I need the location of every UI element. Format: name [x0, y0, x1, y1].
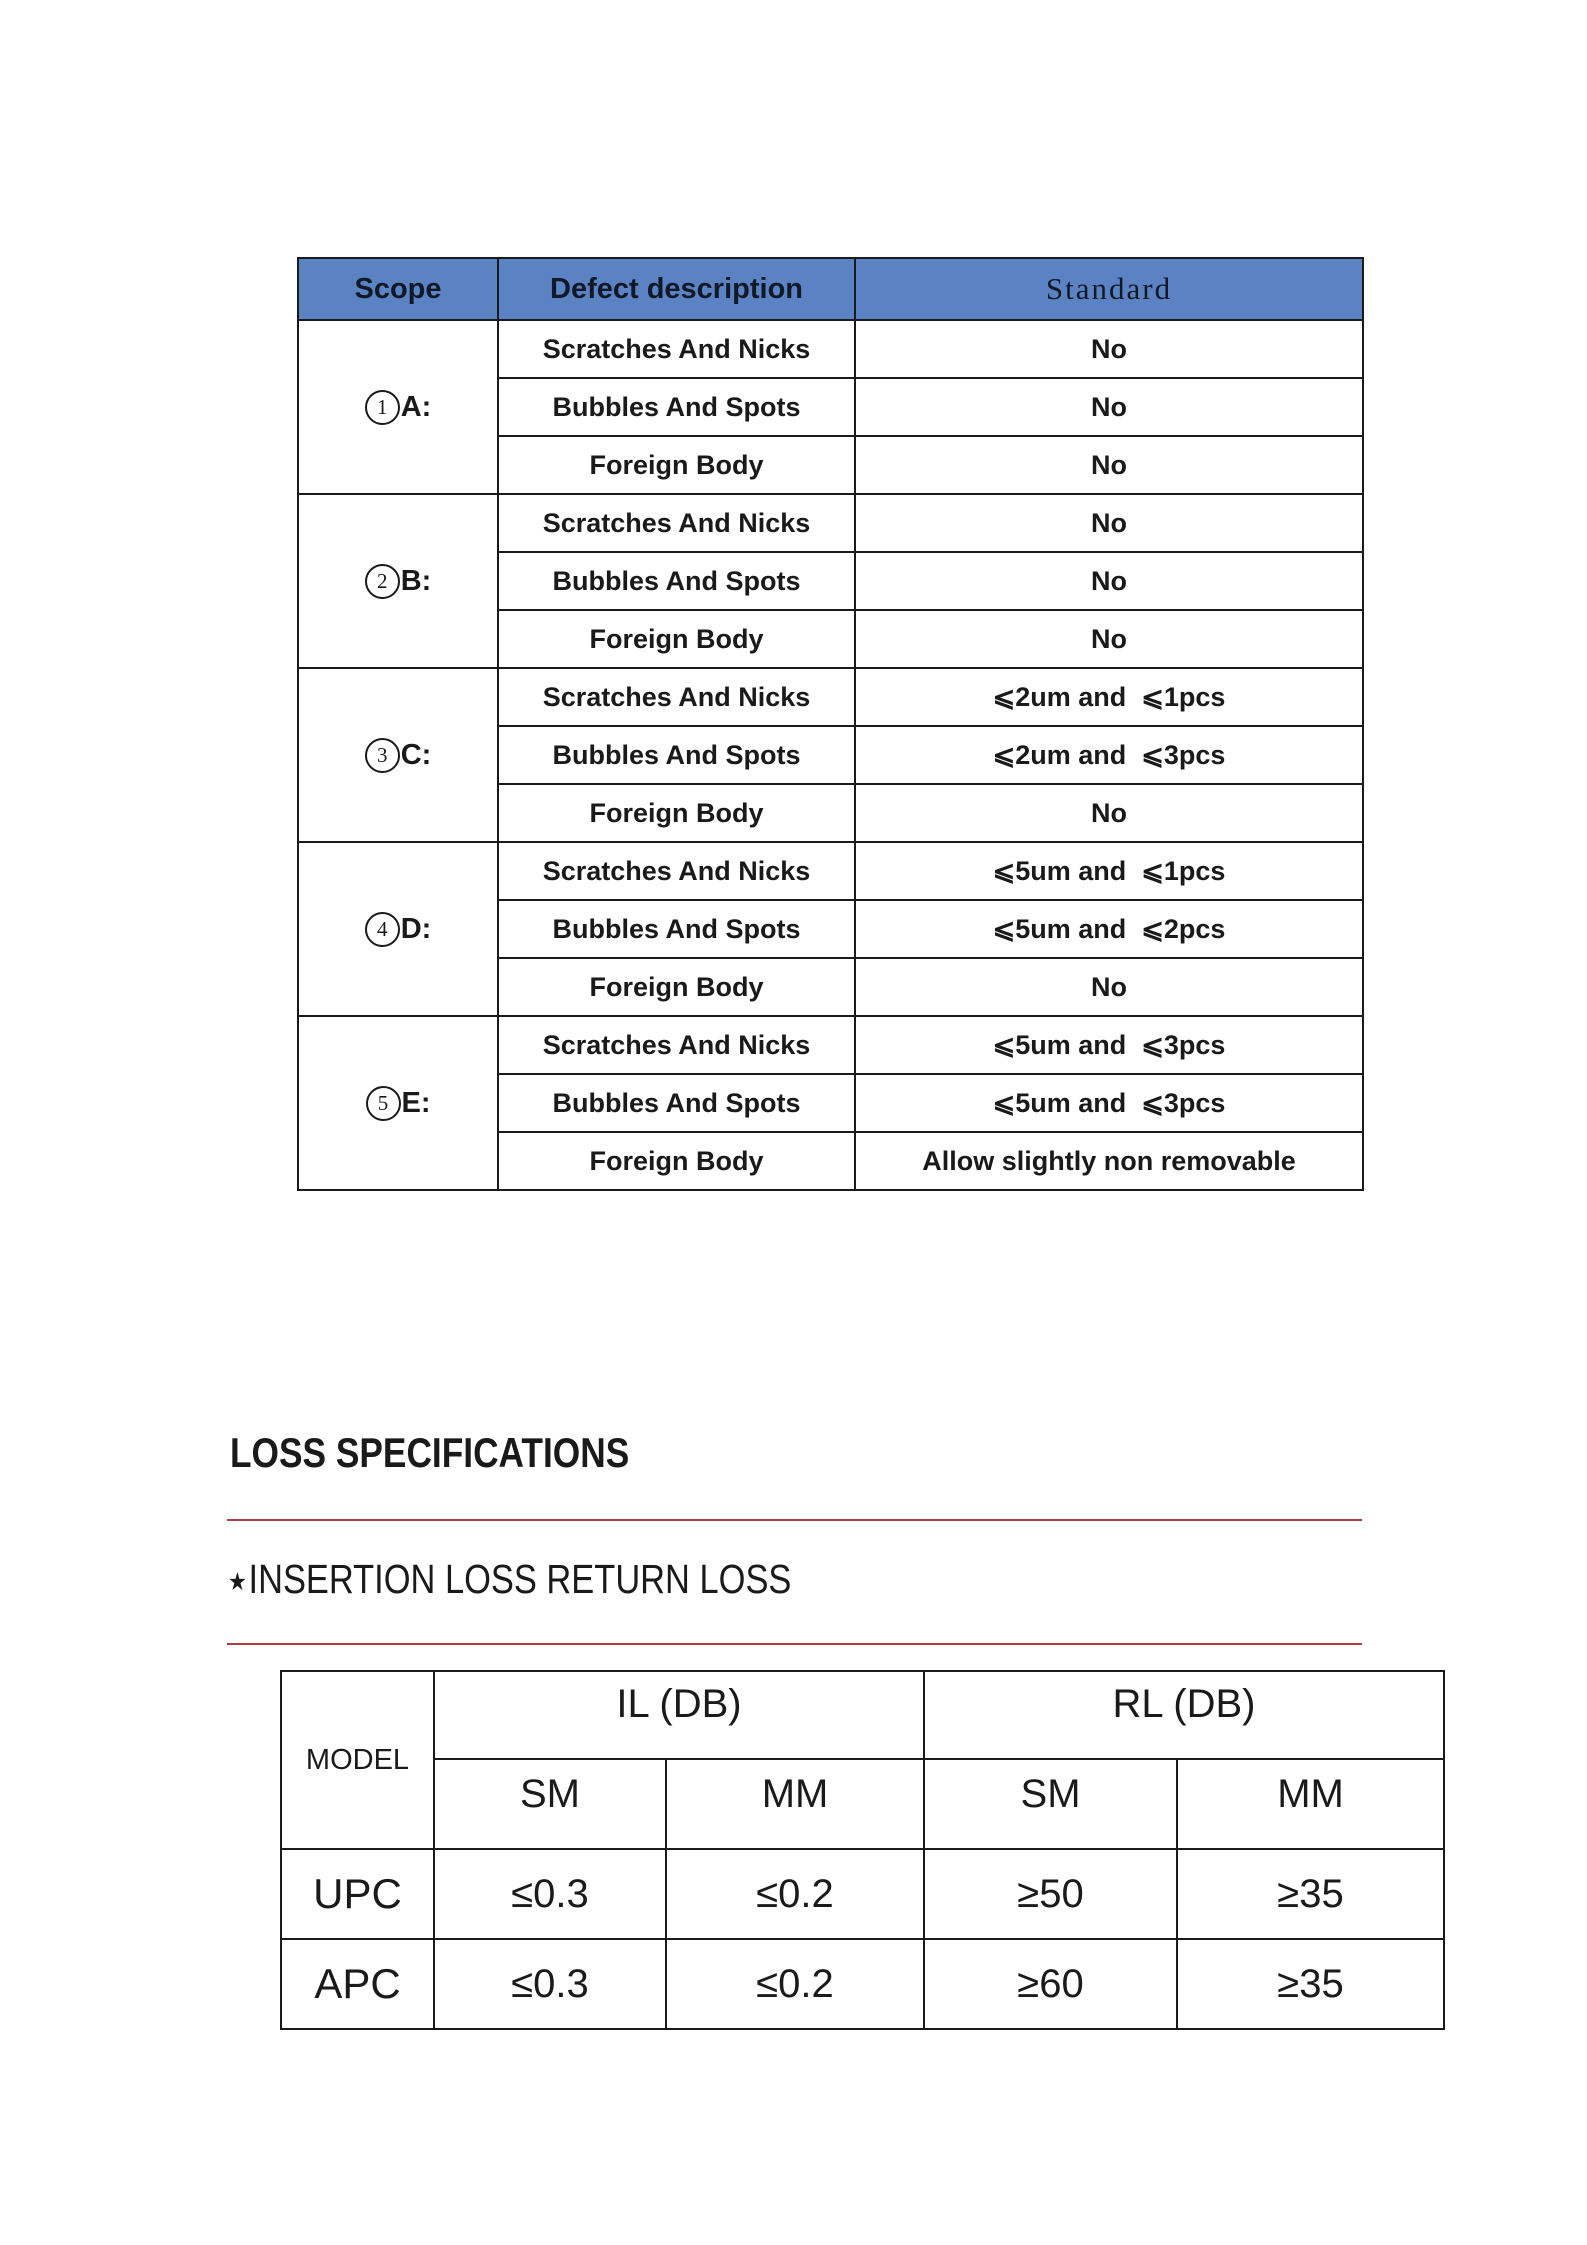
table-row: [298, 1016, 1363, 1074]
scope-cell-c: [298, 668, 498, 842]
section-subtitle: [228, 1556, 899, 1603]
value-cell: ≤0.3: [434, 1939, 666, 2029]
standard-cell: ⩽2um and ⩽1pcs: [855, 668, 1363, 726]
standard-cell: No: [855, 378, 1363, 436]
table-row: [298, 494, 1363, 552]
scope-cell-e: [298, 1016, 498, 1190]
standard-cell: No: [855, 494, 1363, 552]
il-sm-header-cell: SM: [434, 1759, 666, 1849]
model-cell: UPC: [281, 1849, 434, 1939]
defect-cell: Bubbles And Spots: [498, 726, 855, 784]
loss-table: [280, 1670, 1445, 2030]
defect-cell: Scratches And Nicks: [498, 842, 855, 900]
loss-table-sub-header-row: [281, 1759, 1444, 1849]
rl-sm-header-cell: SM: [924, 1759, 1177, 1849]
defect-cell: Foreign Body: [498, 784, 855, 842]
il-header-cell: IL (DB): [434, 1671, 924, 1759]
value-cell: ≤0.3: [434, 1849, 666, 1939]
loss-table-group-header-row: [281, 1671, 1444, 1759]
value-cell: ≥60: [924, 1939, 1177, 2029]
standard-cell: No: [855, 436, 1363, 494]
model-cell: APC: [281, 1939, 434, 2029]
model-header-cell: MODEL: [281, 1671, 434, 1849]
standard-cell: No: [855, 784, 1363, 842]
defect-cell: Foreign Body: [498, 1132, 855, 1190]
circled-number: 3: [365, 738, 400, 773]
table-row: [298, 668, 1363, 726]
table-row-apc: [281, 1939, 1444, 2029]
standard-cell: No: [855, 958, 1363, 1016]
defect-cell: Foreign Body: [498, 436, 855, 494]
rl-mm-header-cell: MM: [1177, 1759, 1444, 1849]
standard-cell: Allow slightly non removable: [855, 1132, 1363, 1190]
standard-cell: No: [855, 320, 1363, 378]
section-title: [230, 1429, 705, 1477]
value-cell: ≥35: [1177, 1939, 1444, 2029]
standard-cell: No: [855, 610, 1363, 668]
star-icon: ★: [228, 1568, 247, 1596]
section-title-text: LOSS SPECIFICATIONS: [230, 1429, 630, 1476]
circled-number: 2: [365, 564, 400, 599]
value-cell: ≤0.2: [666, 1939, 924, 2029]
table-row-upc: [281, 1849, 1444, 1939]
scope-cell-b: [298, 494, 498, 668]
defect-standard-table: [297, 257, 1364, 1191]
scope-label: C:: [400, 739, 432, 771]
circled-number: 5: [366, 1086, 401, 1121]
il-mm-header-cell: MM: [666, 1759, 924, 1849]
section-subtitle-text: INSERTION LOSS RETURN LOSS: [248, 1556, 792, 1602]
red-divider-line: [227, 1643, 1362, 1645]
standard-cell: ⩽2um and ⩽3pcs: [855, 726, 1363, 784]
col-header-defect-description: Defect description: [498, 258, 855, 320]
defect-cell: Scratches And Nicks: [498, 1016, 855, 1074]
scope-label: B:: [400, 565, 432, 597]
standard-cell: ⩽5um and ⩽2pcs: [855, 900, 1363, 958]
defect-cell: Bubbles And Spots: [498, 900, 855, 958]
scope-label: A:: [400, 391, 432, 423]
defect-cell: Foreign Body: [498, 958, 855, 1016]
value-cell: ≥50: [924, 1849, 1177, 1939]
scope-label: D:: [400, 913, 432, 945]
defect-cell: Scratches And Nicks: [498, 320, 855, 378]
standard-cell: No: [855, 552, 1363, 610]
value-cell: ≥35: [1177, 1849, 1444, 1939]
standard-cell: ⩽5um and ⩽1pcs: [855, 842, 1363, 900]
circled-number: 1: [365, 390, 400, 425]
defect-cell: Bubbles And Spots: [498, 1074, 855, 1132]
red-divider-line: [227, 1519, 1362, 1521]
defect-table-header-row: [298, 258, 1363, 320]
col-header-standard: Standard: [855, 258, 1363, 320]
scope-label: E:: [401, 1087, 431, 1119]
defect-cell: Scratches And Nicks: [498, 668, 855, 726]
defect-cell: Foreign Body: [498, 610, 855, 668]
defect-cell: Bubbles And Spots: [498, 552, 855, 610]
standard-cell: ⩽5um and ⩽3pcs: [855, 1074, 1363, 1132]
scope-cell-a: [298, 320, 498, 494]
circled-number: 4: [365, 912, 400, 947]
table-row: [298, 842, 1363, 900]
defect-cell: Scratches And Nicks: [498, 494, 855, 552]
standard-cell: ⩽5um and ⩽3pcs: [855, 1016, 1363, 1074]
rl-header-cell: RL (DB): [924, 1671, 1444, 1759]
value-cell: ≤0.2: [666, 1849, 924, 1939]
scope-cell-d: [298, 842, 498, 1016]
table-row: [298, 320, 1363, 378]
col-header-scope: Scope: [298, 258, 498, 320]
defect-cell: Bubbles And Spots: [498, 378, 855, 436]
